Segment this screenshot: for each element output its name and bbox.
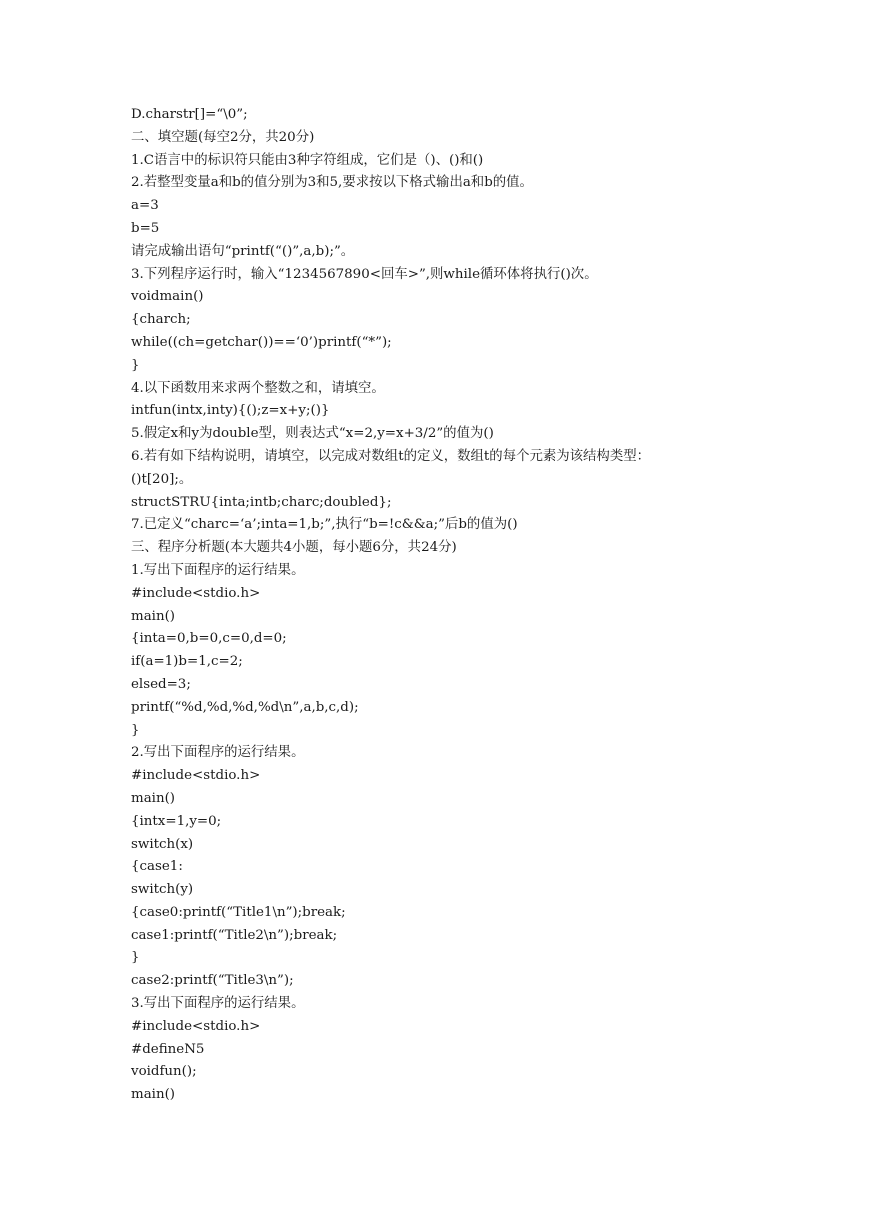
text-line: 4.以下函数用来求两个整数之和，请填空。 [131, 380, 385, 396]
text-line: 请完成输出语句“printf(“()”,a,b);”。 [131, 243, 355, 259]
text-line: 5.假定x和y为double型，则表达式“x=2,y=x+3/2”的值为() [131, 426, 494, 442]
code-line: {intx=1,y=0; [131, 813, 222, 829]
code-line: printf(“%d,%d,%d,%d\n”,a,b,c,d); [131, 699, 359, 715]
code-line: if(a=1)b=1,c=2; [131, 654, 243, 670]
code-line: #include<stdio.h> [131, 585, 261, 601]
text-line: 3.写出下面程序的运行结果。 [131, 996, 305, 1012]
text-line: b=5 [131, 220, 160, 236]
code-line: #include<stdio.h> [131, 1018, 261, 1034]
code-line: elsed=3; [131, 676, 191, 692]
text-line: ()t[20];。 [131, 471, 193, 487]
code-line: case1:printf(“Title2\n”);break; [131, 927, 338, 943]
code-line: main() [131, 1087, 176, 1103]
text-line: D.charstr[]=“\0”; [131, 107, 248, 122]
section-heading: 三、程序分析题(本大题共4小题，每小题6分，共24分) [131, 540, 457, 556]
text-line: 2.写出下面程序的运行结果。 [131, 745, 305, 761]
code-line: {charch; [131, 312, 191, 328]
text-line: 1.C语言中的标识符只能由3种字符组成，它们是（)、()和() [131, 152, 484, 168]
code-line: #include<stdio.h> [131, 768, 261, 784]
code-line: main() [131, 790, 176, 806]
code-line: main() [131, 608, 176, 624]
code-line: voidfun(); [131, 1064, 197, 1080]
code-line: switch(x) [131, 836, 194, 852]
code-line: structSTRU{inta;intb;charc;doubled}; [131, 494, 392, 510]
code-line: while((ch=getchar())==‘0’)printf(“*”); [131, 334, 392, 350]
code-line: intfun(intx,inty){();z=x+y;()} [131, 403, 330, 419]
code-line: switch(y) [131, 882, 194, 898]
code-line: } [131, 722, 140, 738]
code-line: {case0:printf(“Title1\n”);break; [131, 904, 346, 920]
text-line: 2.若整型变量a和b的值分别为3和5,要求按以下格式输出a和b的值。 [131, 175, 533, 191]
code-line: {case1: [131, 859, 183, 875]
text-line: a=3 [131, 198, 159, 214]
section-heading: 二、填空题(每空2分，共20分) [131, 129, 315, 145]
code-line: voidmain() [131, 289, 204, 305]
text-line: 6.若有如下结构说明，请填空，以完成对数组t的定义，数组t的每个元素为该结构类型： [131, 448, 650, 464]
code-line: {inta=0,b=0,c=0,d=0; [131, 631, 287, 647]
code-line: #defineN5 [131, 1041, 205, 1057]
text-line: 7.已定义“charc=‘a’;inta=1,b;”,执行“b=!c&&a;”后b的值为() [131, 517, 518, 533]
text-line: 1.写出下面程序的运行结果。 [131, 562, 305, 578]
code-line: } [131, 950, 140, 966]
code-line: case2:printf(“Title3\n”); [131, 973, 294, 989]
code-line: } [131, 357, 140, 373]
text-line: 3.下列程序运行时，输入“1234567890<回车>”,则while循环体将执行()次。 [131, 266, 598, 282]
document-body [131, 104, 791, 1107]
